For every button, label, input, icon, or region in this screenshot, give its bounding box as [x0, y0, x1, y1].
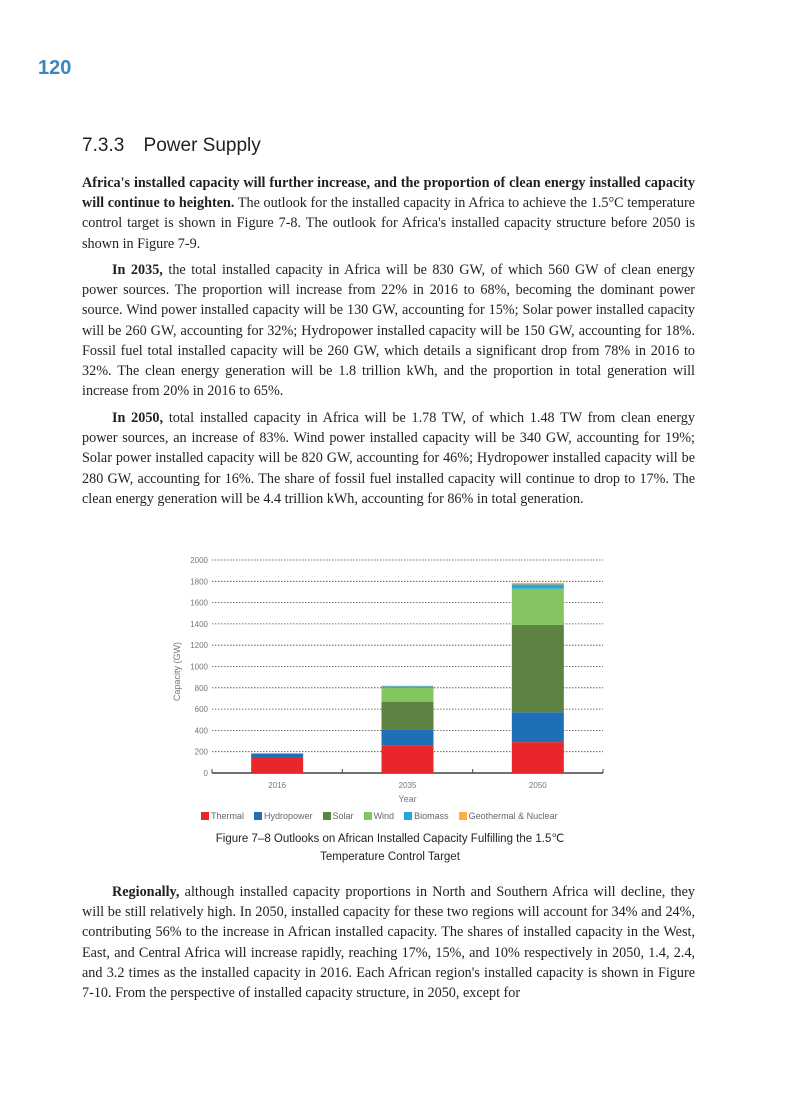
x-tick-label: 2035 — [398, 781, 417, 790]
y-tick-label: 200 — [194, 747, 208, 757]
paragraph-regional — [82, 882, 695, 1003]
chart-plot — [165, 550, 615, 812]
capacity-chart — [165, 550, 615, 880]
legend-swatch-icon — [323, 812, 331, 820]
paragraph-lead: In 2050, — [112, 410, 164, 426]
x-tick-label: 2050 — [528, 781, 547, 790]
y-tick-label: 1200 — [190, 641, 208, 651]
section-number: 7.3.3 — [82, 135, 125, 156]
page-number: 120 — [38, 57, 72, 79]
y-tick-label: 1600 — [190, 598, 208, 608]
legend-swatch-icon — [201, 812, 209, 820]
legend-swatch-icon — [364, 812, 372, 820]
legend-label: Biomass — [414, 811, 449, 821]
bar-segment-biomass — [512, 584, 564, 588]
bar-segment-hydropower — [382, 729, 434, 745]
y-tick-label: 2000 — [190, 556, 208, 565]
bar-segment-geothermal-nuclear — [382, 686, 434, 687]
legend-swatch-icon — [459, 812, 467, 820]
paragraph-body: total installed capacity in Africa will be 1.78 TW, of which 1.48 TW from clean energy power sources, an increase of 83%. Wind power installed capacity will be 340 GW, accounting for 19%; Solar power installed capacity will be 820 GW, accounting for 46%; Hydropower installed capacity will be 280 GW, accounting for 16%. The share of fossil fuel installed capacity will continue to drop to 17%. The clean energy generation will be 4.4 trillion kWh, accounting for 86% in total generation. — [82, 410, 695, 507]
legend-label: Thermal — [211, 811, 245, 821]
bar-segment-thermal — [382, 745, 434, 773]
y-tick-label: 1000 — [190, 662, 208, 672]
paragraph-2035 — [82, 260, 695, 401]
figure-caption — [165, 830, 615, 866]
legend-label: Solar — [332, 811, 354, 821]
legend-item — [404, 811, 449, 821]
section-heading — [82, 135, 261, 157]
bar-segment-geothermal-nuclear — [512, 583, 564, 585]
legend-item — [364, 811, 395, 821]
paragraph-body: The outlook for the installed capacity in Africa to achieve the 1.5°C temperature control target is shown in Figure 7-8. The outlook for Africa's installed capacity structure before 2050 is shown in Figure 7-9. — [82, 195, 695, 252]
y-tick-label: 400 — [194, 726, 208, 736]
paragraph-body: the total installed capacity in Africa will be 830 GW, of which 560 GW of clean energy power sources. The proportion will increase from 22% in 2016 to 68%, becoming the dominant power source. Wind power installed capacity will be 130 GW, accounting for 15%; Solar power installed capacity will be 260 GW, accounting for 32%; Hydropower installed capacity will be 150 GW, accounting for 18%. Fossil fuel total installed capacity will be 260 GW, which details a significant drop from 78% in 2016 to 32%. The clean energy generation will be 1.8 trillion kWh, and the proportion in total generation will increase from 20% in 2016 to 65%. — [82, 262, 695, 400]
y-tick-label: 600 — [194, 705, 208, 715]
legend-label: Geothermal & Nuclear — [468, 811, 558, 821]
paragraph-2050 — [82, 408, 695, 509]
legend-item — [201, 811, 244, 821]
caption-line-1: Figure 7–8 Outlooks on African Installed Capacity Fulfilling the 1.5℃ — [215, 833, 565, 845]
paragraph-lead: In 2035, — [112, 262, 163, 278]
y-tick-label: 0 — [203, 769, 208, 778]
paragraph-body: although installed capacity proportions in North and Southern Africa will decline, they will be still relatively high. In 2050, installed capacity for these two regions will account for 34% and 24%, contributing 56% to the increase in African installed capacity. The shares of installed capacity in the West, East, and Central Africa will increase rapidly, reaching 17%, 15%, and 10% respectively in 2050, 1.4, 2.4, and 3.2 times as the installed capacity in 2016. Each African region's installed capacity is shown in Figure 7-10. From the perspective of installed capacity structure, in 2050, except for — [82, 884, 695, 1002]
paragraph-lead: Africa's installed capacity will further increase, and the proportion of clean energy installed capacity will continue to heighten. — [82, 175, 695, 212]
legend-label: Wind — [373, 811, 395, 821]
paragraph-intro — [82, 173, 695, 254]
legend-item — [323, 811, 354, 821]
legend-item — [459, 811, 558, 821]
bar-segment-solar — [382, 702, 434, 730]
bar-segment-biomass — [382, 686, 434, 688]
x-tick-label: 2016 — [268, 781, 287, 790]
legend-label: Hydropower — [264, 811, 313, 821]
bar-segment-wind — [382, 688, 434, 702]
paragraph-lead: Regionally, — [112, 884, 180, 900]
legend-item — [254, 811, 313, 821]
y-tick-label: 1800 — [190, 577, 208, 587]
y-axis-title: Capacity (GW) — [172, 641, 182, 702]
bar-segment-thermal — [251, 757, 303, 773]
section-title: Power Supply — [143, 135, 261, 156]
bar-segment-solar — [512, 625, 564, 712]
bar-segment-thermal — [512, 742, 564, 773]
chart-legend — [201, 811, 558, 821]
bar-segment-hydropower — [251, 754, 303, 757]
y-tick-label: 1400 — [190, 619, 208, 629]
legend-swatch-icon — [254, 812, 262, 820]
y-tick-label: 800 — [194, 683, 208, 693]
bar-segment-hydropower — [512, 712, 564, 742]
x-axis-title: Year — [398, 794, 417, 804]
legend-swatch-icon — [404, 812, 412, 820]
bar-segment-wind — [512, 589, 564, 625]
caption-line-2: Temperature Control Target — [320, 851, 460, 863]
